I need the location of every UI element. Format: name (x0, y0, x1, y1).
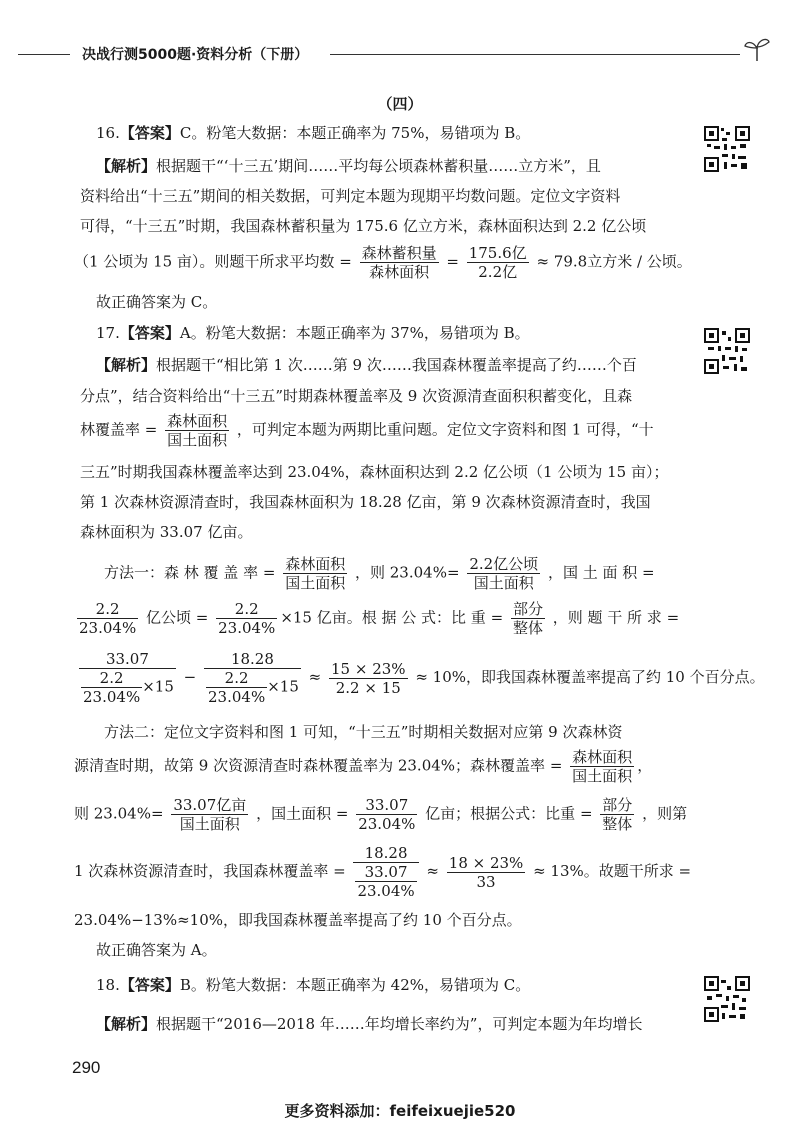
fraction: $\frac{\text{175.6亿}}{\text{2.2亿}}$ (468, 244, 527, 281)
q18-analysis-line-1 (96, 1014, 642, 1034)
qr-code-icon[interactable] (704, 976, 750, 1022)
q17-analysis-line-5: 第 1 次森林资源清查时，我国森林面积为 18.28 亿亩，第 9 次森林资源清查时，我国 (80, 493, 651, 511)
q16-analysis-line-2: 资料给出“十三五”期间的相关数据，可判定本题为现期平均数问题。定位文字资料 (80, 187, 621, 205)
analysis-text: 根据题干“2016—2018 年……年均增长率约为”，可判定本题为年均增长 (156, 1015, 643, 1033)
method2-line-5: 23.04%−13%≈10%，即我国森林覆盖率提高了约 10 个百分点。 (74, 911, 522, 929)
fraction: $\frac{\text{部分}}{\text{整体}}$ (602, 796, 633, 833)
method1-line-3: 33.07 $\frac{2.2}{23.04\%}$ ×15 − 18.28 $\frac{2.2}{23.04\%}$ ×15 ≈ $\frac{15 \times 23\%}{2.2 \times 15}$ ≈ 10%，即我国森林覆盖率提高了约 10 个百分点。 (76, 650, 765, 710)
analysis-text: 根据题干“相比第 1 次……第 9 次……我国森林覆盖率提高了约……个百 (156, 356, 637, 374)
qr-code-icon[interactable] (704, 328, 750, 374)
method2-line-4: 1 次森林资源清查时，我国森林覆盖率 = $\frac{18.28}{\frac{33.07}{23.04\%}}$ ≈ $\frac{18 \times 23\%}{33}$ ≈ 13%。故题干所求 = (74, 844, 692, 900)
formula-lead: （1 公顷为 15 亩）。则题干所求平均数 = (74, 252, 352, 271)
q16-answer-line (96, 123, 530, 143)
q17-analysis-line-4: 三五”时期我国森林覆盖率达到 23.04%，森林面积达到 2.2 亿公顷（1 公顷为 15 亩）； (80, 463, 669, 481)
fraction: $\frac{2.2}{23.04\%}$ (218, 600, 276, 637)
qr-code-icon[interactable] (704, 126, 750, 172)
answer-text: C。粉笔大数据：本题正确率为 75%，易错项为 B。 (179, 124, 531, 142)
q16-analysis-line-1 (96, 156, 601, 176)
section-title: （四） (377, 95, 423, 113)
analysis-tag: 【解析】 (96, 1015, 157, 1033)
question-number: 18. (96, 976, 120, 994)
fraction: $\frac{\text{2.2亿公顷}}{\text{国土面积}}$ (469, 555, 539, 592)
q17-conclusion: 故正确答案为 A。 (96, 941, 217, 959)
analysis-text: 根据题干“‘十三五’期间……平均每公顷森林蓄积量……立方米”，且 (156, 157, 601, 175)
compound-fraction: 33.07 $\frac{2.2}{23.04\%}$ ×15 (79, 650, 176, 706)
compound-fraction: 18.28 $\frac{2.2}{23.04\%}$ ×15 (204, 650, 301, 706)
question-number: 17. (96, 324, 120, 342)
fraction: $\frac{\text{森林蓄积量}}{\text{森林面积}}$ (361, 244, 437, 281)
fraction: $\frac{18 \times 23\%}{33}$ (448, 853, 524, 891)
answer-tag: 【答案】 (119, 324, 180, 342)
q17-analysis-line-1 (96, 355, 637, 375)
equals-sign: = (446, 252, 459, 271)
method2-line-2: 源清查时期，故第 9 次资源清查时森林覆盖率为 23.04%；森林覆盖率 = $\frac{\text{森林面积}}{\text{国土面积}}$ ， (74, 748, 653, 785)
header-rule-right (330, 54, 740, 55)
analysis-tag: 【解析】 (96, 356, 157, 374)
fraction: $\frac{2.2}{23.04\%}$ (79, 600, 137, 637)
q16-conclusion: 故正确答案为 C。 (96, 293, 218, 311)
answer-tag: 【答案】 (119, 124, 180, 142)
question-number: 16. (96, 124, 120, 142)
q17-answer-line (96, 323, 530, 343)
fraction: $\frac{\text{森林面积}}{\text{国土面积}}$ (167, 412, 228, 449)
answer-text: B。粉笔大数据：本题正确率为 42%，易错项为 C。 (179, 976, 531, 994)
fraction: $\frac{\text{部分}}{\text{整体}}$ (512, 600, 543, 637)
fraction: $\frac{\text{33.07亿亩}}{\text{国土面积}}$ (173, 796, 247, 833)
running-header (18, 44, 778, 64)
page-number: 290 (72, 1058, 101, 1077)
method1-line-2: $\frac{2.2}{23.04\%}$ 亿公顷 = $\frac{2.2}{23.04\%}$ ×15 亿亩。根 据 公 式：比 重 = $\frac{\text{部分}}{\text{整体}}$ ，则 题 干 所 求 = (79, 600, 680, 637)
footer-note: 更多资料添加：feifeixuejie520 (284, 1102, 516, 1120)
fraction: $\frac{\text{森林面积}}{\text{国土面积}}$ (285, 555, 346, 592)
q17-analysis-line-3: 林覆盖率 = $\frac{\text{森林面积}}{\text{国土面积}}$ ，可判定本题为两期比重问题。定位文字资料和图 1 可得，“十 (80, 412, 654, 449)
fraction: $\frac{15 \times 23\%}{2.2 \times 15}$ (331, 659, 406, 697)
method2-line-3: 则 23.04%= $\frac{\text{33.07亿亩}}{\text{国土面积}}$ ，国土面积 = $\frac{33.07}{23.04\%}$ 亿亩；根据公式：比重 = $\frac{\text{部分}}{\text{整体}}$ ，则第 (74, 796, 688, 833)
q17-analysis-line-6: 森林面积为 33.07 亿亩。 (80, 523, 253, 541)
q16-analysis-line-3: 可得，“十三五”时期，我国森林蓄积量为 175.6 亿立方米，森林面积达到 2.2 亿公顷 (80, 217, 647, 235)
method1-line-1: 方法一：森 林 覆 盖 率 = $\frac{\text{森林面积}}{\text{国土面积}}$ ，则 23.04%= $\frac{\text{2.2亿公顷}}{\text{国土面积}}$ ，国 土 面 积 = (104, 555, 655, 592)
book-title: 决战行测5000题·资料分析（下册） (82, 47, 309, 63)
q18-answer-line (96, 975, 530, 995)
fraction: $\frac{33.07}{23.04\%}$ (358, 796, 416, 833)
q16-formula-line (74, 244, 692, 284)
answer-tag: 【答案】 (119, 976, 180, 994)
fraction: $\frac{\text{森林面积}}{\text{国土面积}}$ (572, 748, 633, 785)
header-rule-left (18, 54, 70, 55)
sprout-icon (742, 36, 772, 62)
method2-line-1: 方法二：定位文字资料和图 1 可知，“十三五”时期相关数据对应第 9 次森林资 (104, 723, 623, 741)
formula-result: ≈ 79.8立方米 / 公顷。 (536, 252, 692, 271)
answer-text: A。粉笔大数据：本题正确率为 37%，易错项为 B。 (179, 324, 530, 342)
compound-fraction: $\frac{18.28}{\frac{33.07}{23.04\%}}$ (353, 844, 418, 900)
analysis-tag: 【解析】 (96, 157, 157, 175)
q17-analysis-line-2: 分点”，结合资料给出“十三五”时期森林覆盖率及 9 次资源清查面积积蓄变化，且森 (80, 387, 633, 405)
